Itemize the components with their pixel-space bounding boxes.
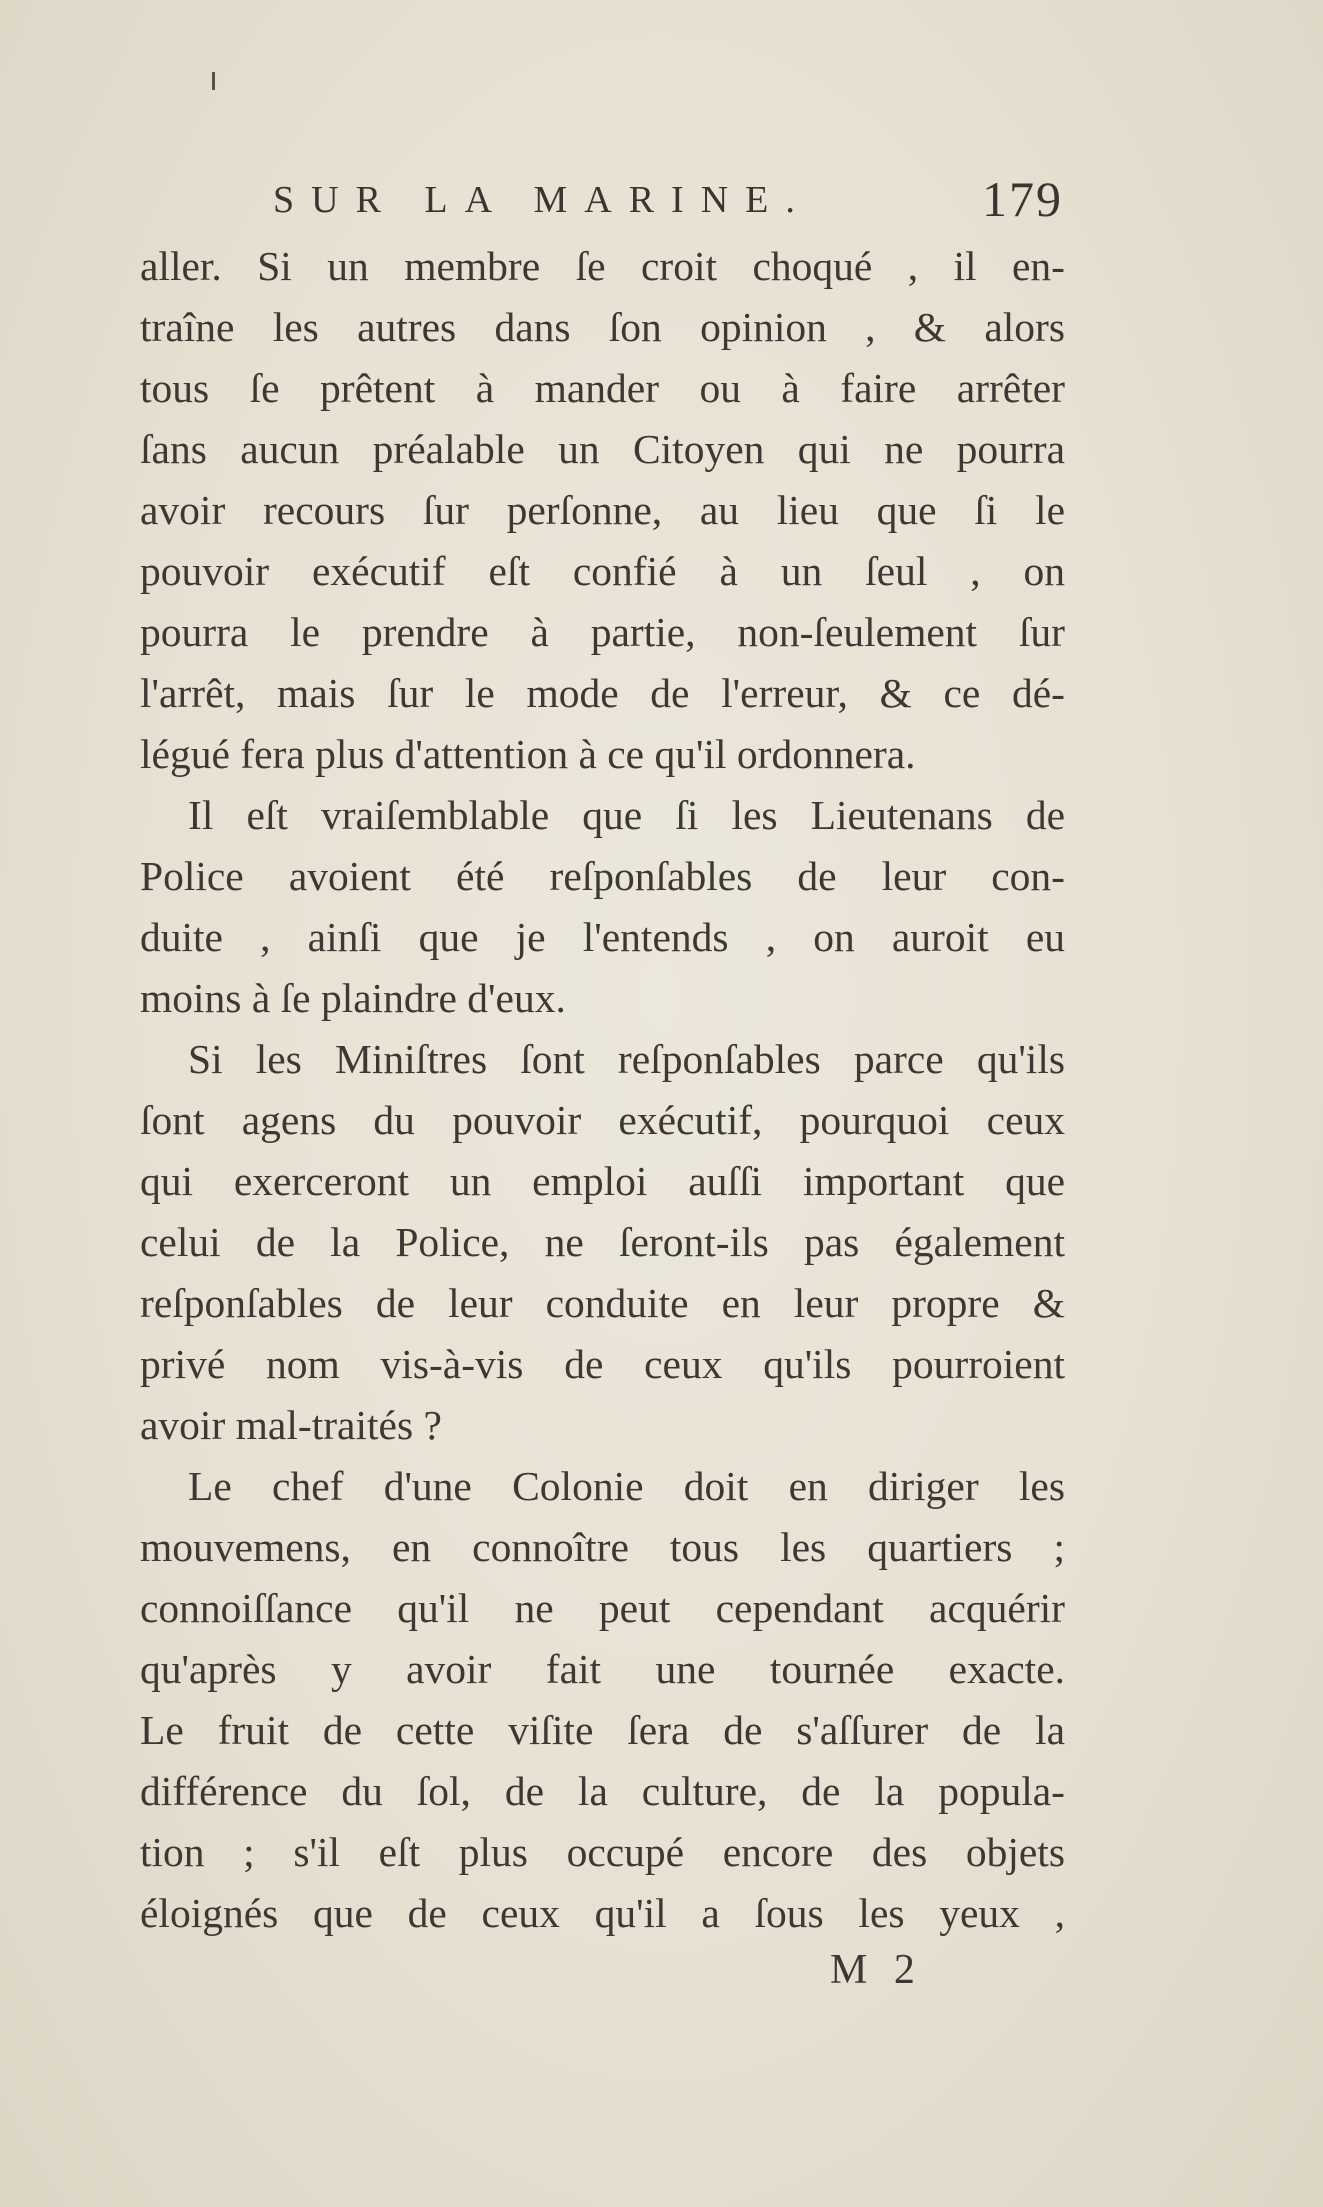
text-line: avoir mal-traités ? — [140, 1402, 442, 1448]
page-number: 179 — [982, 171, 1063, 227]
text-line: Le fruit de cette viſite ſera de s'aſſurer de la — [140, 1707, 1065, 1753]
ink-mark — [212, 72, 215, 90]
paragraph-start-line: Le chef d'une Colonie doit en diriger les — [188, 1463, 1065, 1509]
text-line: tous ſe prêtent à mander ou à faire arrêter — [140, 365, 1065, 411]
text-line: celui de la Police, ne ſeront-ils pas également — [140, 1219, 1065, 1265]
text-line: pourra le prendre à partie, non-ſeulement ſur — [140, 609, 1065, 655]
text-line: pouvoir exécutif eſt confié à un ſeul , on — [140, 548, 1065, 594]
text-line: mouvemens, en connoître tous les quartiers ; — [140, 1524, 1065, 1570]
text-line: connoiſſance qu'il ne peut cependant acquérir — [140, 1585, 1065, 1631]
body-text — [140, 236, 1065, 1944]
text-line: qui exerceront un emploi auſſi important que — [140, 1158, 1065, 1204]
text-line: ſans aucun préalable un Citoyen qui ne pourra — [140, 426, 1065, 472]
paragraph-start-line: Si les Miniſtres ſont reſponſables parce qu'ils — [188, 1036, 1065, 1082]
text-line: l'arrêt, mais ſur le mode de l'erreur, & ce dé- — [140, 670, 1065, 716]
text-line: Police avoient été reſponſables de leur con- — [140, 853, 1065, 899]
text-line: avoir recours ſur perſonne, au lieu que ſi le — [140, 487, 1065, 533]
text-line: duite , ainſi que je l'entends , on auroit eu — [140, 914, 1065, 960]
text-line: éloignés que de ceux qu'il a ſous les yeux , — [140, 1890, 1065, 1936]
page-header — [273, 170, 1063, 230]
text-line: aller. Si un membre ſe croit choqué , il en- — [140, 243, 1065, 289]
signature-mark: M 2 — [830, 1947, 923, 1993]
text-line: tion ; s'il eſt plus occupé encore des objets — [140, 1829, 1065, 1875]
text-line: légué fera plus d'attention à ce qu'il ordonnera. — [140, 731, 916, 777]
text-line: ſont agens du pouvoir exécutif, pourquoi ceux — [140, 1097, 1065, 1143]
paragraph-start-line: Il eſt vraiſemblable que ſi les Lieutenans de — [188, 792, 1065, 838]
text-line: moins à ſe plaindre d'eux. — [140, 975, 566, 1021]
text-line: différence du ſol, de la culture, de la popula- — [140, 1768, 1065, 1814]
text-line: qu'après y avoir fait une tournée exacte. — [140, 1646, 1065, 1692]
text-line: privé nom vis-à-vis de ceux qu'ils pourroient — [140, 1341, 1065, 1387]
text-line: reſponſables de leur conduite en leur propre & — [140, 1280, 1065, 1326]
running-title: SUR LA MARINE. — [273, 179, 812, 221]
text-line: traîne les autres dans ſon opinion , & alors — [140, 304, 1065, 350]
